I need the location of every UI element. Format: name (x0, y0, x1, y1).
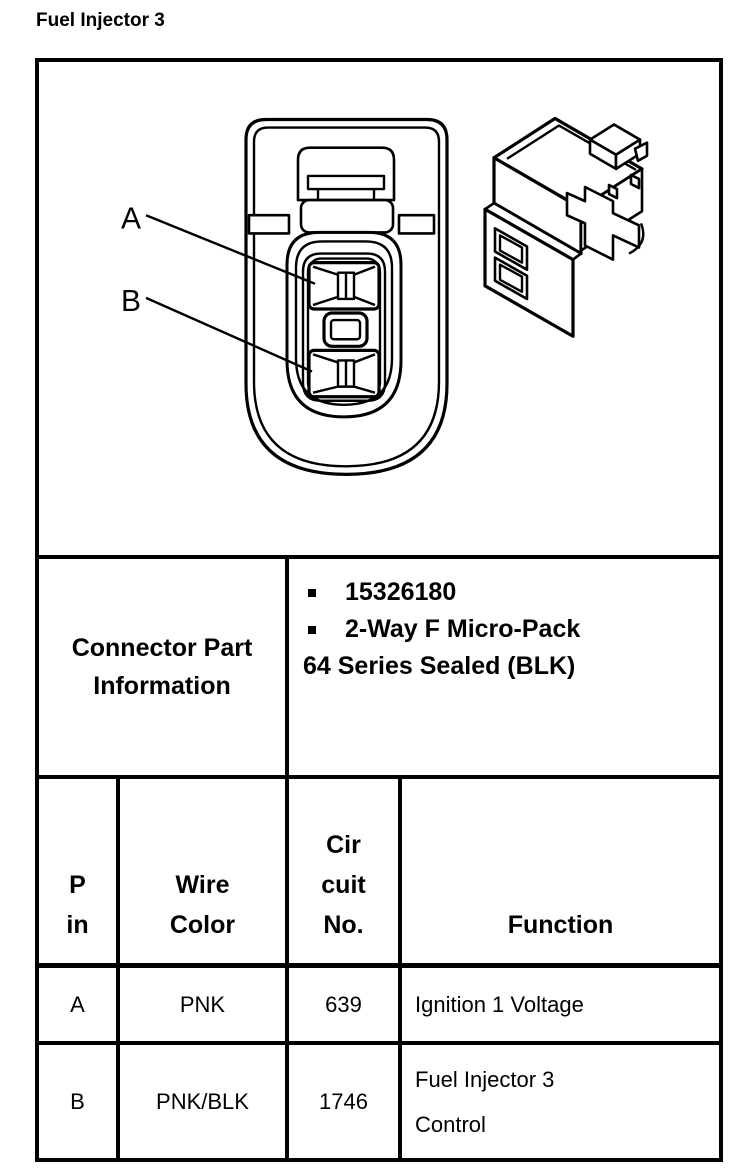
part-info-header-cell (39, 559, 289, 775)
row-b-function-lines: Fuel Injector 3 Control (415, 1066, 555, 1137)
page-title: Fuel Injector 3 (36, 10, 165, 31)
part-info-header: Connector Part Information (71, 634, 253, 700)
part-info-section (39, 559, 719, 779)
pinout-table (39, 779, 719, 1158)
row-b-circuit-no: 1746 (289, 1045, 402, 1158)
row-b-function (402, 1045, 719, 1158)
header-function: Function (402, 779, 719, 968)
row-b-pin: B (39, 1045, 120, 1158)
pin-label-b: B (121, 284, 142, 319)
terminal-a-cavity (309, 263, 379, 309)
bullet-icon (308, 626, 316, 634)
row-a-wire-color: PNK (120, 968, 289, 1045)
header-pin: P in (39, 779, 120, 968)
part-info-detail-cell (289, 559, 719, 775)
header-wire-color: Wire Color (120, 779, 289, 968)
connector-diagram (39, 62, 719, 555)
pin-label-a: A (121, 202, 142, 236)
header-circuit-no: Cir cuit No. (289, 779, 402, 968)
part-series-note: 64 Series Sealed (BLK) (303, 652, 576, 680)
row-b-wire-color: PNK/BLK (120, 1045, 289, 1158)
part-number: 15326180 (345, 578, 457, 606)
part-number-item (308, 574, 709, 611)
row-a-circuit-no: 639 (289, 968, 402, 1045)
terminal-b-cavity (309, 350, 379, 396)
connector-diagram-section (39, 62, 719, 559)
part-type: 2-Way F Micro-Pack (345, 615, 581, 643)
row-a-pin: A (39, 968, 120, 1045)
part-type-item (308, 611, 709, 648)
connector-isometric-view (485, 118, 647, 336)
connector-front-view (246, 119, 447, 474)
connector-info-table (35, 58, 723, 1162)
row-a-function: Ignition 1 Voltage (402, 968, 719, 1045)
bullet-icon (308, 589, 316, 597)
